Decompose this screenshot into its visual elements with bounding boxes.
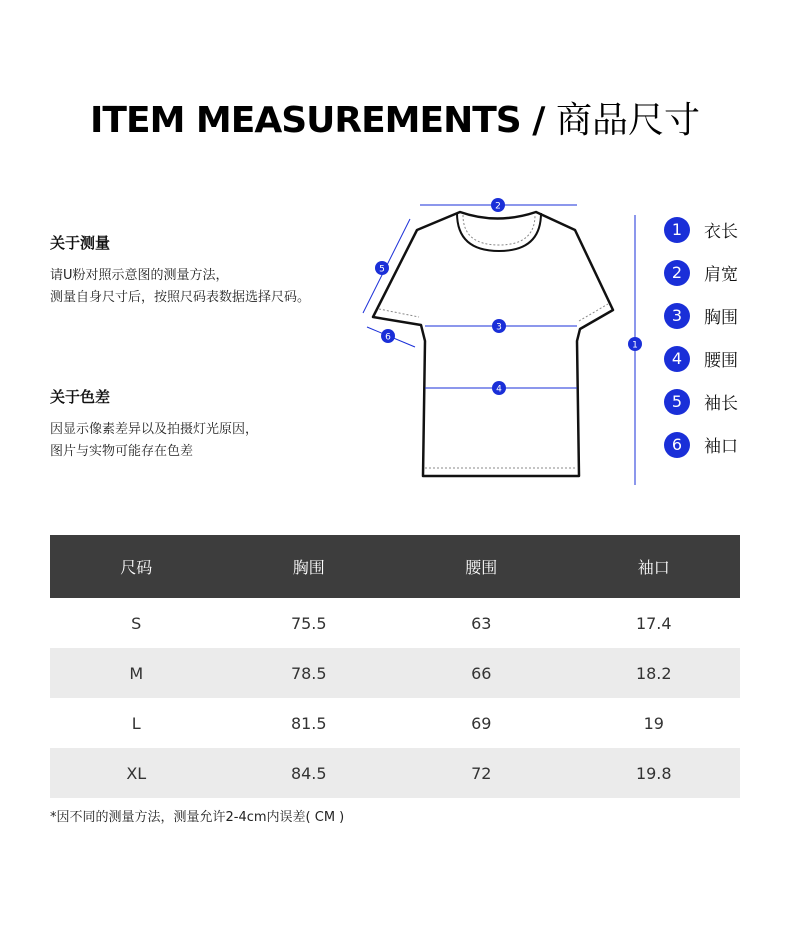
marker-cuff xyxy=(381,329,395,343)
cell-waist: 63 xyxy=(471,613,492,633)
size-table xyxy=(50,535,740,798)
cell-chest: 75.5 xyxy=(290,613,327,633)
legend-number: 4 xyxy=(664,346,690,372)
measurement-legend xyxy=(664,208,738,466)
table-row xyxy=(50,748,740,798)
cell-cuff: 19.8 xyxy=(568,748,741,798)
cell-cuff: 18.2 xyxy=(568,648,741,698)
cell-size: XL xyxy=(50,748,223,798)
table-row xyxy=(50,598,740,648)
cell-size: M xyxy=(50,648,223,698)
footnote: *因不同的测量方法，测量允许2-4cm内误差( CM ) xyxy=(50,810,345,825)
cell-size: S xyxy=(131,613,142,633)
measurement-note xyxy=(50,232,370,309)
header-size: 尺码 xyxy=(50,535,223,598)
legend-item-length xyxy=(664,208,738,251)
cell-chest: 78.5 xyxy=(223,648,396,698)
legend-label: 胸围 xyxy=(704,308,738,328)
color-note-line: 因显示像素差异以及拍摄灯光原因， xyxy=(50,422,259,437)
cell-waist: 66 xyxy=(395,648,568,698)
cell-cuff: 19 xyxy=(643,713,664,733)
marker-waist xyxy=(492,381,506,395)
legend-item-cuff xyxy=(664,423,738,466)
legend-item-sleeve xyxy=(664,380,738,423)
cell-waist: 72 xyxy=(395,748,568,798)
header-chest: 胸围 xyxy=(223,535,396,598)
marker-label: 5 xyxy=(379,264,385,275)
header-waist: 腰围 xyxy=(395,535,568,598)
tshirt-diagram xyxy=(355,195,655,495)
marker-shoulder-width xyxy=(491,198,505,212)
header-cuff: 袖口 xyxy=(568,535,741,598)
legend-number: 5 xyxy=(664,389,690,415)
marker-label: 3 xyxy=(496,322,502,333)
cell-size: L xyxy=(131,713,141,733)
cell-chest: 81.5 xyxy=(290,713,327,733)
legend-number: 3 xyxy=(664,303,690,329)
measurement-note-line: 请U粉对照示意图的测量方法， xyxy=(50,268,229,283)
legend-number: 6 xyxy=(664,432,690,458)
title-en: ITEM MEASUREMENTS / xyxy=(90,100,556,141)
color-note xyxy=(50,386,370,463)
legend-label: 衣长 xyxy=(704,222,738,242)
legend-item-shoulder xyxy=(664,251,738,294)
cell-cuff: 17.4 xyxy=(635,613,672,633)
marker-label: 2 xyxy=(495,201,501,212)
table-header-row xyxy=(50,535,740,598)
legend-item-waist xyxy=(664,337,738,380)
measurement-note-heading: 关于测量 xyxy=(50,234,111,252)
color-note-line: 图片与实物可能存在色差 xyxy=(50,444,194,459)
legend-label: 腰围 xyxy=(704,351,738,371)
legend-number: 2 xyxy=(664,260,690,286)
color-note-heading: 关于色差 xyxy=(50,388,111,406)
table-row xyxy=(50,648,740,698)
title-cn: 商品尺寸 xyxy=(555,100,700,141)
measurement-note-line: 测量自身尺寸后，按照尺码表数据选择尺码。 xyxy=(50,290,311,305)
legend-label: 袖口 xyxy=(704,437,738,457)
legend-label: 袖长 xyxy=(704,394,738,414)
marker-sleeve-length xyxy=(375,261,389,275)
legend-item-chest xyxy=(664,294,738,337)
legend-label: 肩宽 xyxy=(704,265,738,285)
marker-label: 1 xyxy=(632,340,638,351)
marker-length xyxy=(628,337,642,351)
cell-chest: 84.5 xyxy=(223,748,396,798)
page-title xyxy=(0,92,790,143)
marker-chest xyxy=(492,319,506,333)
cell-waist: 69 xyxy=(471,713,492,733)
legend-number: 1 xyxy=(664,217,690,243)
marker-label: 6 xyxy=(385,332,391,343)
marker-label: 4 xyxy=(496,384,502,395)
table-row xyxy=(50,698,740,748)
